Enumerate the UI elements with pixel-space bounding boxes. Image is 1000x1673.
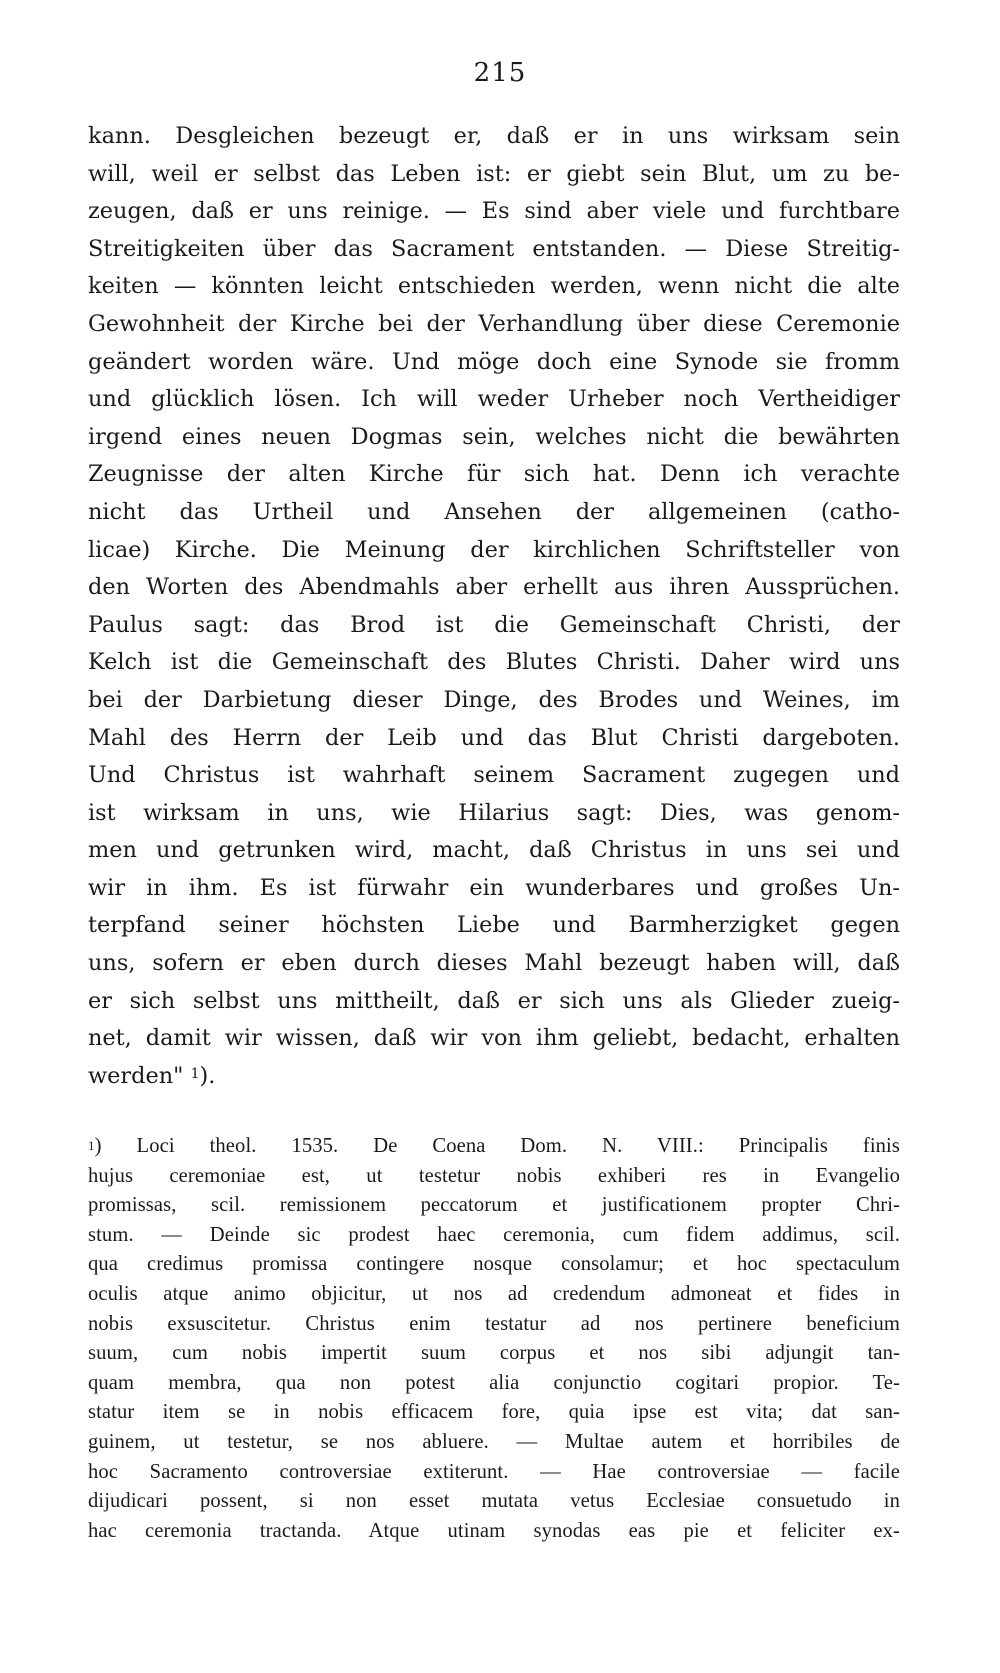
text-line: Mahl des Herrn der Leib und das Blut Christi dargeboten. (88, 724, 900, 751)
footnote-line: promissas, scil. remissionem peccatorum et justificationem propter Chri- (88, 1194, 900, 1217)
text-line: Und Christus ist wahrhaft seinem Sacrament zugegen und (88, 762, 900, 789)
text-line: den Worten des Abendmahls aber erhellt aus ihren Aussprüchen. (88, 574, 900, 601)
text-line: keiten — könnten leicht entschieden werden, wenn nicht die alte (88, 273, 900, 300)
text-line: nicht das Urtheil und Ansehen der allgemeinen (catho- (88, 498, 900, 525)
text-line: uns, sofern er eben durch dieses Mahl bezeugt haben will, daß (88, 950, 900, 977)
text-line-last: werden" $^1$). (88, 1062, 216, 1089)
text-line: er sich selbst uns mittheilt, daß er sich uns als Glieder zueig- (88, 987, 900, 1014)
text-line: Zeugnisse der alten Kirche für sich hat. Denn ich verachte (88, 461, 900, 488)
text-line: kann. Desgleichen bezeugt er, daß er in uns wirksam sein (88, 123, 900, 149)
text-line: Gewohnheit der Kirche bei der Verhandlung über diese Ceremonie (88, 310, 900, 337)
footnote-line: $^1$) Loci theol. 1535. De Coena Dom. N. VIII.: Principalis finis (88, 1135, 900, 1157)
text-line: net, damit wir wissen, daß wir von ihm geliebt, bedacht, erhalten (88, 1025, 900, 1052)
footnote-marker: 1 (88, 1138, 95, 1153)
text-line: Paulus sagt: das Brod ist die Gemeinschaft Christi, der (88, 611, 900, 638)
footnote-line: stum. — Deinde sic prodest haec ceremonia, cum fidem addimus, scil. (88, 1223, 900, 1246)
footnote-line: guinem, ut testetur, se nos abluere. — Multae autem et horribiles de (88, 1430, 900, 1453)
footnote-line: nobis exsuscitetur. Christus enim testatur ad nos pertinere beneficium (88, 1312, 900, 1335)
text-line: men und getrunken wird, macht, daß Christus in uns sei und (88, 837, 900, 864)
footnote-line: hujus ceremoniae est, ut testetur nobis exhiberi res in Evangelio (88, 1164, 900, 1187)
footnote-line: qua credimus promissa contingere nosque consolamur; et hoc spectaculum (88, 1253, 900, 1276)
text-line: licae) Kirche. Die Meinung der kirchlichen Schriftsteller von (88, 536, 900, 563)
text-line: Streitigkeiten über das Sacrament entstanden. — Diese Streitig- (88, 235, 900, 262)
main-text (88, 118, 900, 1095)
footnote-reference[interactable]: 1 (190, 1065, 200, 1082)
page-number: 215 (473, 58, 527, 88)
text-line: will, weil er selbst das Leben ist: er giebt sein Blut, um zu be- (88, 160, 900, 187)
footnote-line: oculis atque animo objicitur, ut nos ad credendum admoneat et fides in (88, 1282, 900, 1305)
footnote-line: dijudicari possent, si non esset mutata vetus Ecclesiae consuetudo in (88, 1490, 900, 1513)
footnote-line: suum, cum nobis impertit suum corpus et nos sibi adjungit tan- (88, 1342, 900, 1365)
text-line-last-content: werden" (88, 1062, 184, 1089)
footnote-line-content: Loci theol. 1535. De Coena Dom. N. VIII.: Principalis finis (136, 1135, 900, 1157)
text-line: irgend eines neuen Dogmas sein, welches nicht die bewährten (88, 423, 900, 450)
footnote-line: hac ceremonia tractanda. Atque utinam synodas eas pie et feliciter ex- (88, 1519, 900, 1542)
footnote-line: statur item se in nobis efficacem fore, quia ipse est vita; dat san- (88, 1401, 900, 1424)
text-line: und glücklich lösen. Ich will weder Urheber noch Vertheidiger (88, 386, 900, 413)
text-line: geändert worden wäre. Und möge doch eine Synode sie fromm (88, 348, 900, 375)
text-line: wir in ihm. Es ist fürwahr ein wunderbares und großes Un- (88, 874, 900, 901)
footnote-line: hoc Sacramento controversiae extiterunt. — Hae controversiae — facile (88, 1460, 900, 1483)
footnote-line: quam membra, qua non potest alia conjunctio cogitari propior. Te- (88, 1371, 900, 1394)
text-line: terpfand seiner höchsten Liebe und Barmherzigket gegen (88, 912, 900, 939)
text-line: Kelch ist die Gemeinschaft des Blutes Christi. Daher wird uns (88, 649, 900, 676)
text-line: bei der Darbietung dieser Dinge, des Brodes und Weines, im (88, 686, 900, 713)
footnote (88, 1132, 900, 1546)
text-line: ist wirksam in uns, wie Hilarius sagt: Dies, was genom- (88, 799, 900, 826)
text-line: zeugen, daß er uns reinige. — Es sind aber viele und furchtbare (88, 198, 900, 225)
